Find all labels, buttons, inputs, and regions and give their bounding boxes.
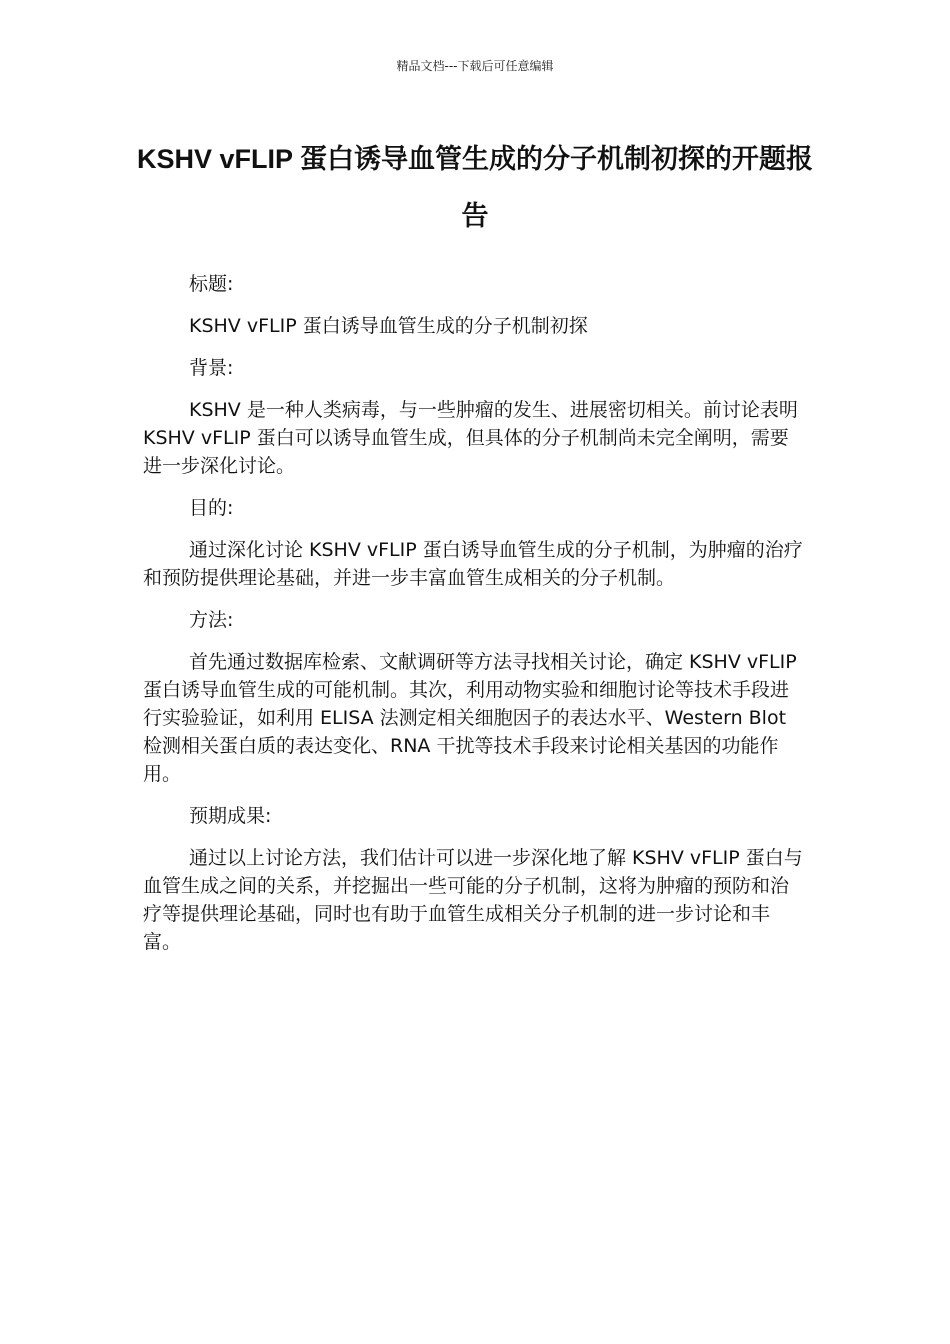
background-text: KSHV 是一种人类病毒，与一些肿瘤的发生、进展密切相关。前讨论表明 KSHV vFLIP 蛋白可以诱导血管生成，但具体的分子机制尚未完全阐明，需要进一步深化讨论。 bbox=[143, 399, 798, 477]
subject-label: 标题: bbox=[189, 273, 234, 295]
header-note: 精品文档---下载后可任意编辑 bbox=[396, 59, 554, 73]
method-text: 首先通过数据库检索、文献调研等方法寻找相关讨论，确定 KSHV vFLIP 蛋白诱导血管生成的可能机制。其次，利用动物实验和细胞讨论等技术手段进行实验验证，如利用 ELISA 法测定相关细胞因子的表达水平、Western Blot 检测相关蛋白质的表达变化、RNA 干扰等技术手段来讨论相关基因的功能作用。 bbox=[143, 651, 797, 785]
results-label: 预期成果: bbox=[189, 805, 272, 827]
purpose-label: 目的: bbox=[189, 497, 234, 519]
background-label: 背景: bbox=[189, 357, 234, 379]
method-label: 方法: bbox=[189, 609, 234, 631]
document-title: KSHV vFLIP 蛋白诱导血管生成的分子机制初探的开题报告 bbox=[136, 144, 814, 231]
results-text: 通过以上讨论方法，我们估计可以进一步深化地了解 KSHV vFLIP 蛋白与血管生成之间的关系，并挖掘出一些可能的分子机制，这将为肿瘤的预防和治疗等提供理论基础，同时也有助于血管生成相关分子机制的进一步讨论和丰富。 bbox=[143, 847, 803, 953]
purpose-text: 通过深化讨论 KSHV vFLIP 蛋白诱导血管生成的分子机制，为肿瘤的治疗和预防提供理论基础，并进一步丰富血管生成相关的分子机制。 bbox=[143, 539, 803, 589]
document-body bbox=[143, 270, 807, 970]
subject-text: KSHV vFLIP 蛋白诱导血管生成的分子机制初探 bbox=[189, 315, 588, 337]
